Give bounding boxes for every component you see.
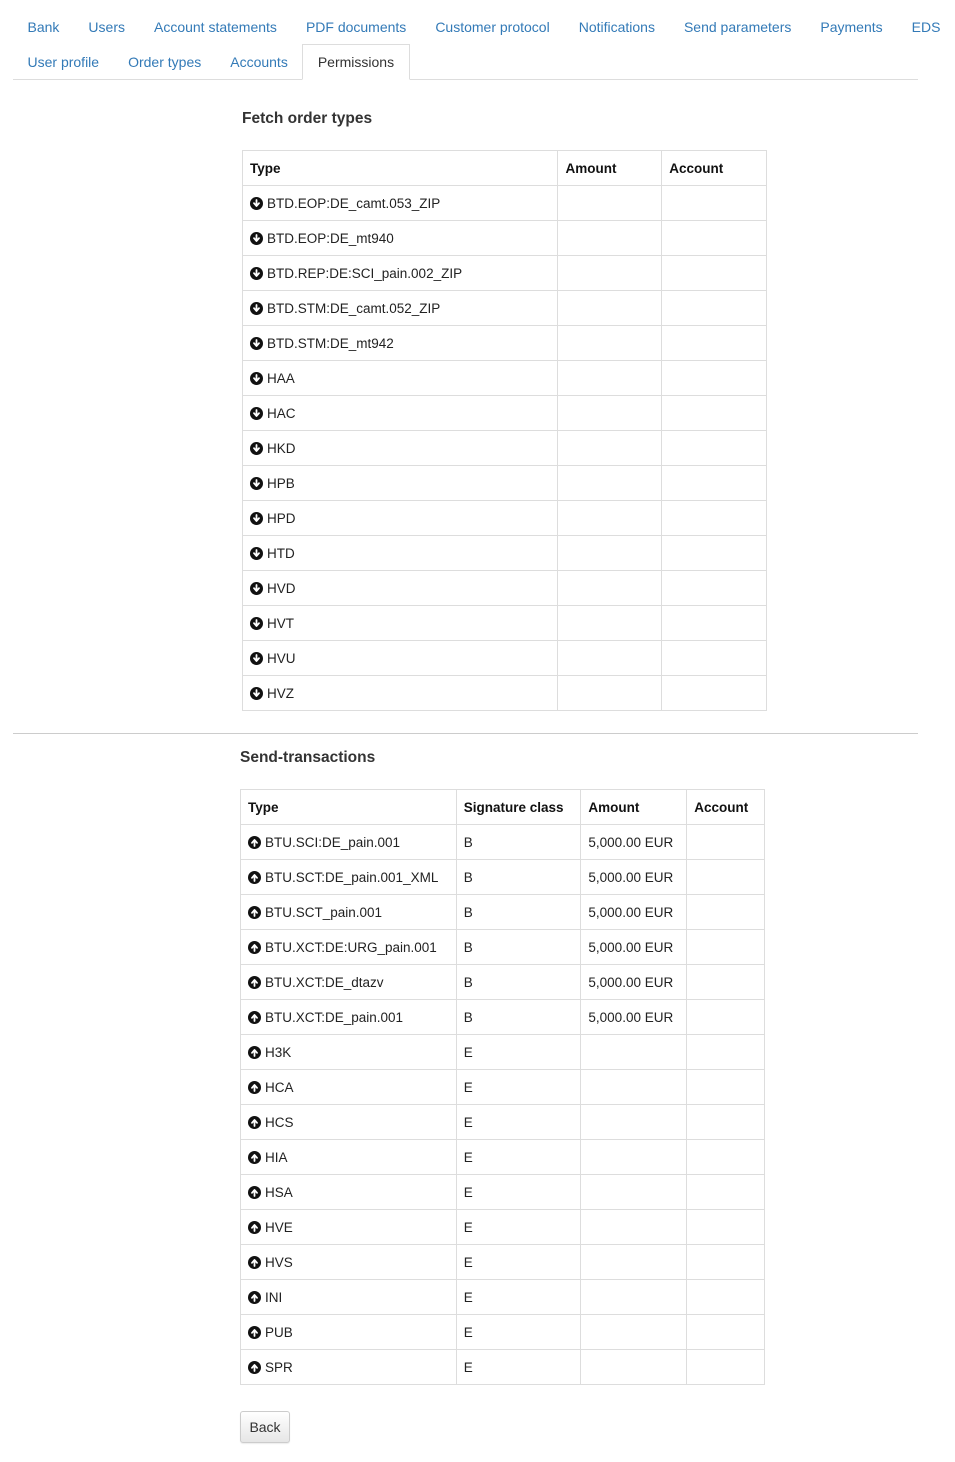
- amount-cell: [558, 431, 662, 466]
- signature-class-cell: B: [456, 965, 581, 1000]
- account-cell: [662, 431, 767, 466]
- section-divider: [13, 733, 918, 734]
- account-cell: [662, 606, 767, 641]
- table-row: [243, 221, 767, 256]
- order-type-label: H3K: [265, 1044, 292, 1060]
- account-cell: [687, 895, 765, 930]
- tab-customer-protocol[interactable]: Customer protocol: [435, 19, 550, 35]
- account-cell: [662, 291, 767, 326]
- amount-cell: [558, 501, 662, 536]
- type-cell: [241, 1350, 457, 1385]
- amount-cell: [558, 466, 662, 501]
- type-cell: [241, 1315, 457, 1350]
- table-row: [241, 1000, 765, 1035]
- amount-cell: [581, 1175, 687, 1210]
- arrow-up-circle-icon: [248, 1151, 261, 1164]
- arrow-up-circle-icon: [248, 1291, 261, 1304]
- table-row: [243, 431, 767, 466]
- signature-class-cell: E: [456, 1350, 581, 1385]
- tab-send-parameters[interactable]: Send parameters: [683, 19, 792, 35]
- amount-cell: [558, 186, 662, 221]
- amount-cell: [581, 1280, 687, 1315]
- arrow-down-circle-icon: [250, 232, 263, 245]
- signature-class-cell: E: [456, 1210, 581, 1245]
- account-cell: [687, 1350, 765, 1385]
- table-row: [241, 1350, 765, 1385]
- type-cell: [241, 825, 457, 860]
- table-row: [241, 930, 765, 965]
- signature-class-cell: B: [456, 895, 581, 930]
- arrow-down-circle-icon: [250, 652, 263, 665]
- column-header-account: Account: [687, 790, 765, 825]
- order-type-label: HAA: [267, 370, 295, 386]
- table-row: [243, 501, 767, 536]
- account-cell: [662, 361, 767, 396]
- tab-pdf-documents[interactable]: PDF documents: [305, 19, 407, 35]
- table-row: [243, 606, 767, 641]
- account-cell: [687, 1000, 765, 1035]
- amount-cell: [558, 536, 662, 571]
- type-cell: [241, 965, 457, 1000]
- arrow-down-circle-icon: [250, 477, 263, 490]
- amount-cell: [581, 1350, 687, 1385]
- type-cell: [241, 895, 457, 930]
- order-type-label: HCA: [265, 1079, 294, 1095]
- amount-cell: [558, 676, 662, 711]
- arrow-down-circle-icon: [250, 617, 263, 630]
- table-row: [241, 860, 765, 895]
- tab-bar: [13, 9, 941, 80]
- order-type-label: BTD.STM:DE_mt942: [267, 335, 394, 351]
- table-row: [243, 326, 767, 361]
- tab-account-statements[interactable]: Account statements: [153, 19, 277, 35]
- type-cell: [241, 1175, 457, 1210]
- amount-cell: [558, 571, 662, 606]
- account-cell: [687, 1280, 765, 1315]
- arrow-up-circle-icon: [248, 941, 261, 954]
- send-transactions-heading: Send-transactions: [240, 749, 376, 766]
- table-row: [243, 466, 767, 501]
- amount-cell: 5,000.00 EUR: [581, 895, 687, 930]
- arrow-up-circle-icon: [248, 1046, 261, 1059]
- tab-eds[interactable]: EDS: [911, 19, 941, 35]
- tab-accounts[interactable]: Accounts: [230, 54, 288, 70]
- amount-cell: [558, 326, 662, 361]
- table-row: [241, 1175, 765, 1210]
- tab-payments[interactable]: Payments: [820, 19, 883, 35]
- signature-class-cell: B: [456, 825, 581, 860]
- order-type-label: HVT: [267, 615, 294, 631]
- type-cell: [243, 606, 558, 641]
- order-type-label: BTU.SCI:DE_pain.001: [265, 834, 401, 850]
- type-cell: [243, 396, 558, 431]
- type-cell: [243, 571, 558, 606]
- account-cell: [687, 825, 765, 860]
- type-cell: [243, 186, 558, 221]
- amount-cell: [581, 1140, 687, 1175]
- order-type-label: BTD.EOP:DE_mt940: [267, 230, 394, 246]
- column-header-amount: Amount: [558, 151, 662, 186]
- account-cell: [687, 965, 765, 1000]
- send-transactions-table: [240, 789, 765, 1385]
- type-cell: [243, 641, 558, 676]
- signature-class-cell: E: [456, 1105, 581, 1140]
- column-header-amount: Amount: [581, 790, 687, 825]
- signature-class-cell: E: [456, 1280, 581, 1315]
- arrow-down-circle-icon: [250, 512, 263, 525]
- order-type-label: BTU.XCT:DE_dtazv: [265, 974, 384, 990]
- table-row: [241, 1070, 765, 1105]
- arrow-down-circle-icon: [250, 302, 263, 315]
- table-row: [243, 536, 767, 571]
- order-type-label: HVS: [265, 1254, 293, 1270]
- order-type-label: BTD.REP:DE:SCI_pain.002_ZIP: [267, 265, 463, 281]
- type-cell: [241, 1070, 457, 1105]
- type-cell: [243, 501, 558, 536]
- tab-row-1: [13, 9, 955, 45]
- account-cell: [662, 221, 767, 256]
- arrow-down-circle-icon: [250, 442, 263, 455]
- signature-class-cell: E: [456, 1175, 581, 1210]
- arrow-down-circle-icon: [250, 547, 263, 560]
- amount-cell: [581, 1035, 687, 1070]
- order-type-label: HVD: [267, 580, 296, 596]
- tab-row-2: [13, 44, 410, 80]
- account-cell: [662, 396, 767, 431]
- order-type-label: HVE: [265, 1219, 293, 1235]
- account-cell: [687, 1245, 765, 1280]
- arrow-up-circle-icon: [248, 976, 261, 989]
- table-row: [243, 361, 767, 396]
- amount-cell: 5,000.00 EUR: [581, 965, 687, 1000]
- type-cell: [243, 431, 558, 466]
- account-cell: [662, 641, 767, 676]
- type-cell: [241, 1035, 457, 1070]
- signature-class-cell: E: [456, 1315, 581, 1350]
- order-type-label: HKD: [267, 440, 296, 456]
- type-cell: [241, 1210, 457, 1245]
- signature-class-cell: E: [456, 1070, 581, 1105]
- column-header-type: Type: [241, 790, 457, 825]
- arrow-up-circle-icon: [248, 836, 261, 849]
- tab-bank[interactable]: Bank: [27, 19, 60, 35]
- account-cell: [662, 676, 767, 711]
- table-row: [243, 396, 767, 431]
- table-row: [241, 1105, 765, 1140]
- arrow-down-circle-icon: [250, 337, 263, 350]
- amount-cell: [558, 641, 662, 676]
- order-type-label: BTU.XCT:DE_pain.001: [265, 1009, 404, 1025]
- amount-cell: [581, 1245, 687, 1280]
- order-type-label: HPB: [267, 475, 295, 491]
- amount-cell: 5,000.00 EUR: [581, 930, 687, 965]
- table-row: [243, 641, 767, 676]
- amount-cell: 5,000.00 EUR: [581, 825, 687, 860]
- column-header-signature-class: Signature class: [456, 790, 581, 825]
- table-row: [243, 186, 767, 221]
- arrow-up-circle-icon: [248, 906, 261, 919]
- type-cell: [241, 1105, 457, 1140]
- account-cell: [662, 466, 767, 501]
- signature-class-cell: B: [456, 1000, 581, 1035]
- table-row: [241, 1035, 765, 1070]
- account-cell: [662, 536, 767, 571]
- signature-class-cell: E: [456, 1245, 581, 1280]
- account-cell: [687, 1035, 765, 1070]
- type-cell: [241, 1140, 457, 1175]
- fetch-order-types-heading: Fetch order types: [242, 110, 373, 127]
- order-type-label: HVZ: [267, 685, 294, 701]
- order-type-label: PUB: [265, 1324, 293, 1340]
- account-cell: [687, 1210, 765, 1245]
- arrow-down-circle-icon: [250, 687, 263, 700]
- tab-user-profile[interactable]: User profile: [27, 54, 100, 70]
- table-row: [241, 1315, 765, 1350]
- arrow-down-circle-icon: [250, 582, 263, 595]
- account-cell: [687, 1315, 765, 1350]
- order-type-label: HTD: [267, 545, 295, 561]
- table-row: [241, 1140, 765, 1175]
- signature-class-cell: E: [456, 1140, 581, 1175]
- type-cell: [243, 361, 558, 396]
- signature-class-cell: B: [456, 930, 581, 965]
- fetch-order-types-table: [242, 150, 767, 711]
- type-cell: [243, 256, 558, 291]
- amount-cell: [581, 1105, 687, 1140]
- arrow-down-circle-icon: [250, 267, 263, 280]
- type-cell: [241, 1280, 457, 1315]
- amount-cell: [581, 1210, 687, 1245]
- table-row: [241, 1280, 765, 1315]
- order-type-label: BTD.EOP:DE_camt.053_ZIP: [267, 195, 441, 211]
- type-cell: [243, 676, 558, 711]
- arrow-down-circle-icon: [250, 407, 263, 420]
- amount-cell: [581, 1315, 687, 1350]
- account-cell: [662, 501, 767, 536]
- arrow-up-circle-icon: [248, 1081, 261, 1094]
- table-row: [241, 1210, 765, 1245]
- arrow-down-circle-icon: [250, 372, 263, 385]
- account-cell: [687, 860, 765, 895]
- tab-notifications[interactable]: Notifications: [578, 19, 655, 35]
- account-cell: [687, 1105, 765, 1140]
- table-header-row: [241, 790, 765, 825]
- account-cell: [662, 186, 767, 221]
- order-type-label: BTD.STM:DE_camt.052_ZIP: [267, 300, 441, 316]
- table-row: [241, 965, 765, 1000]
- amount-cell: [558, 361, 662, 396]
- type-cell: [243, 466, 558, 501]
- arrow-up-circle-icon: [248, 1011, 261, 1024]
- type-cell: [243, 326, 558, 361]
- amount-cell: 5,000.00 EUR: [581, 860, 687, 895]
- back-button[interactable]: Back: [240, 1411, 290, 1443]
- account-cell: [687, 1140, 765, 1175]
- order-type-label: BTU.XCT:DE:URG_pain.001: [265, 939, 437, 955]
- account-cell: [687, 1175, 765, 1210]
- order-type-label: HCS: [265, 1114, 294, 1130]
- order-type-label: BTU.SCT_pain.001: [265, 904, 383, 920]
- arrow-up-circle-icon: [248, 871, 261, 884]
- order-type-label: HPD: [267, 510, 296, 526]
- type-cell: [241, 1000, 457, 1035]
- arrow-down-circle-icon: [250, 197, 263, 210]
- order-type-label: SPR: [265, 1359, 293, 1375]
- order-type-label: HIA: [265, 1149, 288, 1165]
- order-type-label: HAC: [267, 405, 296, 421]
- signature-class-cell: B: [456, 860, 581, 895]
- type-cell: [243, 536, 558, 571]
- arrow-up-circle-icon: [248, 1256, 261, 1269]
- tab-order-types[interactable]: Order types: [128, 54, 202, 70]
- signature-class-cell: E: [456, 1035, 581, 1070]
- table-row: [241, 1245, 765, 1280]
- amount-cell: [558, 606, 662, 641]
- account-cell: [662, 571, 767, 606]
- arrow-up-circle-icon: [248, 1361, 261, 1374]
- amount-cell: [558, 256, 662, 291]
- amount-cell: [581, 1070, 687, 1105]
- table-row: [243, 676, 767, 711]
- account-cell: [662, 326, 767, 361]
- type-cell: [241, 930, 457, 965]
- type-cell: [243, 221, 558, 256]
- account-cell: [687, 1070, 765, 1105]
- type-cell: [241, 860, 457, 895]
- order-type-label: BTU.SCT:DE_pain.001_XML: [265, 869, 439, 885]
- amount-cell: [558, 291, 662, 326]
- type-cell: [241, 1245, 457, 1280]
- arrow-up-circle-icon: [248, 1326, 261, 1339]
- table-row: [243, 291, 767, 326]
- arrow-up-circle-icon: [248, 1186, 261, 1199]
- arrow-up-circle-icon: [248, 1116, 261, 1129]
- column-header-account: Account: [662, 151, 767, 186]
- table-row: [241, 825, 765, 860]
- account-cell: [687, 930, 765, 965]
- account-cell: [662, 256, 767, 291]
- table-header-row: [243, 151, 767, 186]
- amount-cell: [558, 396, 662, 431]
- column-header-type: Type: [243, 151, 558, 186]
- order-type-label: INI: [265, 1289, 283, 1305]
- arrow-up-circle-icon: [248, 1221, 261, 1234]
- order-type-label: HSA: [265, 1184, 293, 1200]
- table-row: [243, 256, 767, 291]
- amount-cell: 5,000.00 EUR: [581, 1000, 687, 1035]
- tab-permissions[interactable]: Permissions: [302, 44, 409, 80]
- type-cell: [243, 291, 558, 326]
- tab-users[interactable]: Users: [88, 19, 125, 35]
- amount-cell: [558, 221, 662, 256]
- table-row: [243, 571, 767, 606]
- order-type-label: HVU: [267, 650, 296, 666]
- table-row: [241, 895, 765, 930]
